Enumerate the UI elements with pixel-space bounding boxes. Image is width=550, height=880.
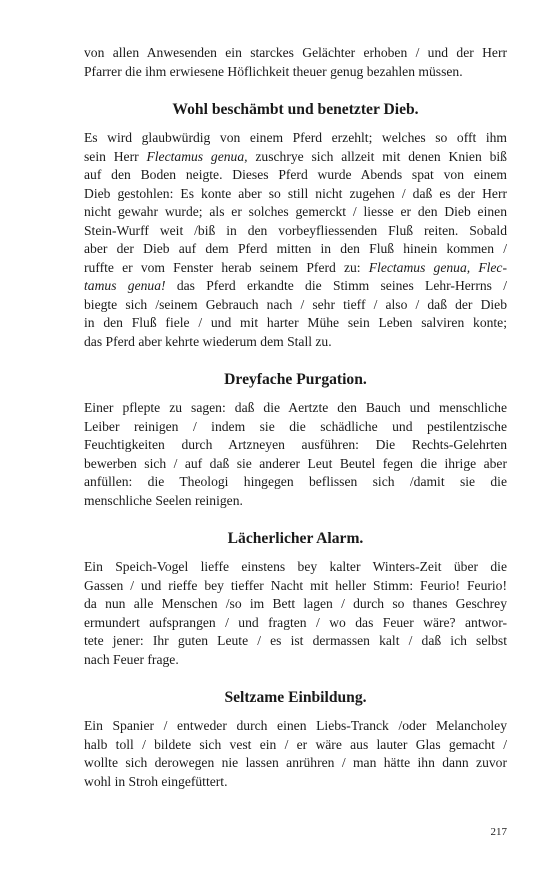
text-line: halb toll / bildete sich vest ein / er wäre aus lauter Glas gemacht /	[84, 736, 507, 752]
section-paragraph	[84, 129, 507, 351]
text-line: das Pferd aber kehrte wiederum dem Stall zu.	[84, 333, 332, 349]
text-line: anfüllen: die Theologi hingegen beflissen sich /damit sie die	[84, 474, 507, 489]
text-line: in den Fluß fiele / und mit harter Mühe sein Leben salviren konte;	[84, 315, 507, 330]
text-line: wohl in Stroh eingefüttert.	[84, 773, 228, 789]
text-line: Einer pflepte zu sagen: daß die Aertzte den Bauch und menschliche	[84, 400, 507, 415]
text-line: sein Herr Flectamus genua, zuschrye sich allzeit mit denen Knien biß	[84, 148, 507, 164]
text-line: menschliche Seelen reinigen.	[84, 492, 243, 508]
text-line: nicht gewahr wurde; als er solches gemerckt / liesse er den Dieb einen	[84, 204, 507, 219]
section-heading: Seltzame Einbildung.	[224, 689, 367, 706]
section-heading: Lächerlicher Alarm.	[227, 530, 364, 547]
text-line: aber der Dieb auf dem Pferd mitten in den Fluß hinein kommen /	[84, 241, 507, 256]
text-line: bewerben sich / auf daß sie anderer Leut Beutel fegen die ihrige aber	[84, 455, 507, 471]
section-paragraph	[84, 717, 507, 791]
intro-paragraph	[84, 44, 507, 81]
text-line: Feuchtigkeiten durch Artzneyen ausführen: Die Rechts-Gelehrten	[84, 437, 507, 452]
text-line: von allen Anwesenden ein starckes Gelächter erhoben / und der Herr	[84, 45, 507, 60]
text-line: ermundert aufsprangen / und fragten / wo das Feuer wäre? antwor-	[84, 614, 507, 630]
text-line: ruffte er vom Fenster herab seinem Pferd zu: Flectamus genua, Flec-	[84, 259, 507, 275]
text-line: wollte sich derowegen nie lassen anrühren / man hätte ihn dann zuvor	[84, 755, 507, 770]
section-paragraph	[84, 558, 507, 669]
text-line: nach Feuer frage.	[84, 651, 179, 667]
text-line: Gassen / und rieffe bey tieffer Nacht mit heller Stimm: Feurio! Feurio!	[84, 577, 507, 593]
text-line: tete jener: Ihr guten Leute / es ist dermassen kalt / daß ich selbst	[84, 633, 507, 648]
section-heading: Dreyfache Purgation.	[224, 371, 367, 388]
text-line: Es wird glaubwürdig von einem Pferd erzehlt; welches so offt ihm	[84, 130, 507, 145]
page-number: 217	[490, 826, 507, 838]
section-paragraph	[84, 399, 507, 510]
page-body	[84, 44, 507, 791]
text-line: Ein Speich-Vogel lieffe einstens bey kalter Winters-Zeit über die	[84, 559, 507, 574]
text-line: Ein Spanier / entweder durch einen Liebs-Tranck /oder Melancholey	[84, 718, 507, 733]
section-heading: Wohl beschämbt und benetzter Dieb.	[172, 101, 419, 118]
text-line: tamus genua! das Pferd erkandte die Stimm seines Lehr-Herrns /	[84, 278, 508, 293]
text-line: auf den Boden neigte. Dieses Pferd wurde Abends spat von einem	[84, 167, 507, 182]
text-line: Dieb gestohlen: Es konte aber so still nicht zugehen / daß es der Herr	[84, 185, 507, 201]
text-line: Leiber reinigen / indem sie die schädliche und pestilentzische	[84, 418, 507, 434]
text-line: Stein-Wurff weit /biß in den vorbeyfliessenden Fluß reiten. Sobald	[84, 222, 507, 238]
text-line: da nun alle Menschen /so im Bett lagen / durch so thanes Geschrey	[84, 596, 507, 611]
text-line: Pfarrer die ihm erwiesene Höflichkeit theuer genug bezahlen müssen.	[84, 63, 463, 79]
text-line: biegte sich /seinem Gebrauch nach / sehr tieff / also / daß der Dieb	[84, 296, 507, 312]
